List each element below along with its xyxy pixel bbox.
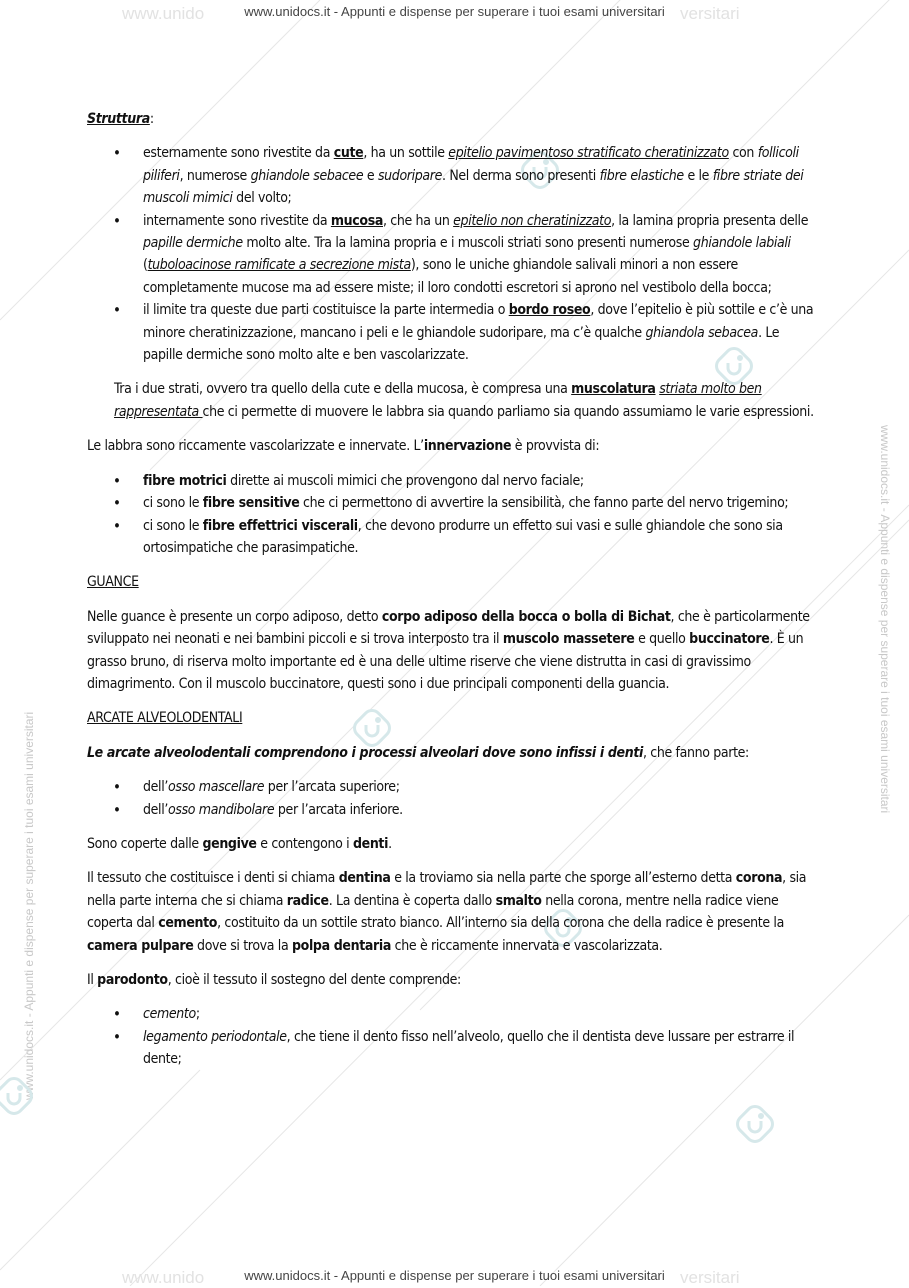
watermark-ghost-left: www.unido <box>122 4 205 23</box>
list-item: • cemento; <box>87 1003 822 1025</box>
watermark-footer-ghost-left: www.unido <box>122 1268 205 1287</box>
list-item: • dell’osso mascellare per l’arcata superiore; <box>87 776 822 798</box>
paragraph-muscolatura: Tra i due strati, ovvero tra quello della cute e della mucosa, è compresa una muscolatura striata molto ben rappresentata che ci permette di muovere le labbra sia quando parliamo sia quando assumiamo le varie espressioni. <box>114 381 814 420</box>
paragraph-parodonto: Il parodonto, cioè il tessuto il sostegno del dente comprende: <box>87 972 461 988</box>
watermark-ghost-right: versitari <box>680 4 740 23</box>
watermark-header <box>0 4 909 23</box>
list-item: • ci sono le fibre sensitive che ci permettono di avvertire la sensibilità, che fanno parte del nervo trigemino; <box>87 492 822 514</box>
heading-text: Struttura <box>87 111 150 127</box>
list-item: • internamente sono rivestite da mucosa, che ha un epitelio non cheratinizzato, la lamina propria presenta delle papille dermiche molto alte. Tra la lamina propria e i muscoli striati sono presenti numerose ghiandole labiali (tuboloacinose ramificate a secrezione mista), sono le uniche ghiandole salivali minori a non essere completamente mucose ma ad essere miste; il loro condotti escretori si aprono nel vestibolo della bocca; <box>87 210 822 300</box>
paragraph-gengive: Sono coperte dalle gengive e contengono i denti. <box>87 835 392 852</box>
section-heading-struttura <box>87 108 822 130</box>
unidocs-logo-icon <box>733 1102 777 1146</box>
list-item: • fibre motrici dirette ai muscoli mimici che provengono dal nervo faciale; <box>87 470 822 492</box>
document-body <box>87 108 822 1071</box>
list-item: • legamento periodontale, che tiene il dento fisso nell’alveolo, quello che il dentista deve lussare per estrarre il dente; <box>87 1026 822 1071</box>
paragraph-arcate-intro: Le arcate alveolodentali comprendono i processi alveolari dove sono infissi i denti, che fanno parte: <box>87 744 749 761</box>
list-item: • esternamente sono rivestite da cute, ha un sottile epitelio pavimentoso stratificato cheratinizzato con follicoli piliferi, numerose ghiandole sebacee e sudoripare. Nel derma sono presenti fibre elastiche e le fibre striate dei muscoli mimici del volto; <box>87 142 822 209</box>
list-item: • dell’osso mandibolare per l’arcata inferiore. <box>87 799 822 821</box>
section-heading-arcate: ARCATE ALVEOLODENTALI <box>87 710 243 727</box>
paragraph-dentina: Il tessuto che costituisce i denti si chiama dentina e la troviamo sia nella parte che sporge all’esterno detta corona, sia nella parte interna che si chiama radice. La dentina è coperta dallo smalto nella corona, mentre nella radice viene coperta dal cemento, costituito da un sottile strato bianco. All’interno sia della corona che della radice è presente la camera pulpare dove si trova la polpa dentaria che è riccamente innervata e vascolarizzata. <box>87 870 807 954</box>
parodonto-list <box>87 1003 822 1070</box>
arcate-list <box>87 776 822 821</box>
heading-colon: : <box>149 111 154 127</box>
innervazione-list <box>87 470 822 560</box>
list-item: • ci sono le fibre effettrici viscerali, che devono produrre un effetto sui vasi e sulle ghiandole che sono sia ortosimpatiche che parasimpatiche. <box>87 515 822 560</box>
paragraph-innervazione: Le labbra sono riccamente vascolarizzate e innervate. L’innervazione è provvista di: <box>87 438 600 455</box>
paragraph-guance: Nelle guance è presente un corpo adiposo, detto corpo adiposo della bocca o bolla di Bichat, che è particolarmente sviluppato nei neonati e nei bambini piccoli e si trova interposto tra il muscolo massetere e quello buccinatore. È un grasso bruno, di riserva molto importante ed è una delle ultime riserve che viene distrutta in casi di gravissimo dimagrimento. Con il muscolo buccinatore, questi sono i due principali componenti della guancia. <box>87 608 810 692</box>
watermark-footer-ghost-right: versitari <box>680 1268 740 1287</box>
watermark-footer-text: www.unidocs.it - Appunti e dispense per superare i tuoi esami universitari <box>244 1268 665 1283</box>
watermark-header-text: www.unidocs.it - Appunti e dispense per superare i tuoi esami universitari <box>244 4 665 19</box>
watermark-footer <box>0 1268 909 1287</box>
watermark-side-right: www.unidocs.it - Appunti e dispense per superare i tuoi esami universitari <box>878 425 892 814</box>
struttura-list <box>87 142 822 366</box>
unidocs-logo-icon <box>0 1074 36 1118</box>
watermark-side-left: www.unidocs.it - Appunti e dispense per superare i tuoi esami universitari <box>22 711 36 1100</box>
section-heading-guance: GUANCE <box>87 574 139 591</box>
list-item: • il limite tra queste due parti costituisce la parte intermedia o bordo roseo, dove l’epitelio è più sottile e c’è una minore cheratinizzazione, mancano i peli e le ghiandole sudoripare, ma c’è qualche ghiandola sebacea. Le papille dermiche sono molto alte e ben vascolarizzate. <box>87 299 822 366</box>
